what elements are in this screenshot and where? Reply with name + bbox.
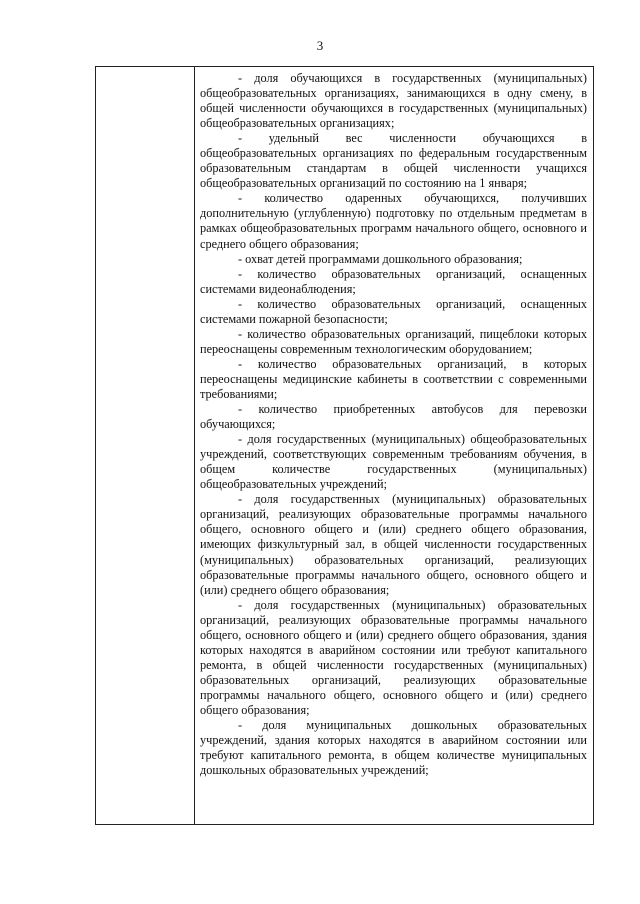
table-right-cell — [195, 71, 593, 824]
indicator-item: - доля государственных (муниципальных) образовательных организаций, реализующих образовательные программы начального общего, основного общего и (или) среднего общего образования, имеющих физкультурный зал, в общей численности государственных (муниципальных) образовательных организаций, реализующих образовательные программы начального общего, основного общего и (или) среднего общего образования; — [200, 492, 587, 597]
table-left-cell — [96, 67, 195, 824]
indicator-item: - доля муниципальных дошкольных образовательных учреждений, здания которых находятся в аварийном состоянии или требуют капитального ремонта, в общем количестве муниципальных дошкольных образовательных учреждений; — [200, 718, 587, 778]
indicator-item: - количество образовательных организаций, пищеблоки которых переоснащены современным технологическим оборудованием; — [200, 326, 587, 356]
indicator-item: - удельный вес численности обучающихся в общеобразовательных организациях по федеральным государственным образовательным стандартам в общей численности учащихся общеобразовательных организаций по состоянию на 1 января; — [200, 131, 587, 191]
indicator-item: - количество образовательных организаций, в которых переоснащены медицинские кабинеты в соответствии с современными требованиями; — [200, 356, 587, 401]
page-number: 3 — [316, 38, 324, 53]
indicator-item: - доля обучающихся в государственных (муниципальных) общеобразовательных организациях, занимающихся в одну смену, в общей численности обучающихся в государственных (муниципальных) общеобразовательных организациях; — [200, 71, 587, 131]
indicator-item: - количество образовательных организаций, оснащенных системами пожарной безопасности; — [200, 296, 587, 326]
indicator-item: - доля государственных (муниципальных) образовательных организаций, реализующих образовательные программы начального общего, основного общего и (или) среднего общего образования, здания которых находятся в аварийном состоянии или требуют капитального ремонта, в общей численности государственных (муниципальных) образовательных организаций, реализующих образовательные программы начального общего, основного общего и (или) среднего общего образования; — [200, 597, 587, 717]
indicator-item: - охват детей программами дошкольного образования; — [238, 251, 523, 266]
indicator-item: - количество одаренных обучающихся, получивших дополнительную (углубленную) подготовку по отдельным предметам в рамках общеобразовательных программ начального общего, основного и среднего общего образования; — [200, 191, 587, 251]
indicator-item: - количество приобретенных автобусов для перевозки обучающихся; — [200, 402, 587, 432]
indicator-item: - количество образовательных организаций, оснащенных системами видеонаблюдения; — [200, 266, 587, 296]
indicator-item: - доля государственных (муниципальных) общеобразовательных учреждений, соответствующих современным требованиям обучения, в общем количестве государственных (муниципальных) общеобразовательных учреждений; — [200, 432, 587, 492]
indicators-table — [95, 66, 594, 825]
